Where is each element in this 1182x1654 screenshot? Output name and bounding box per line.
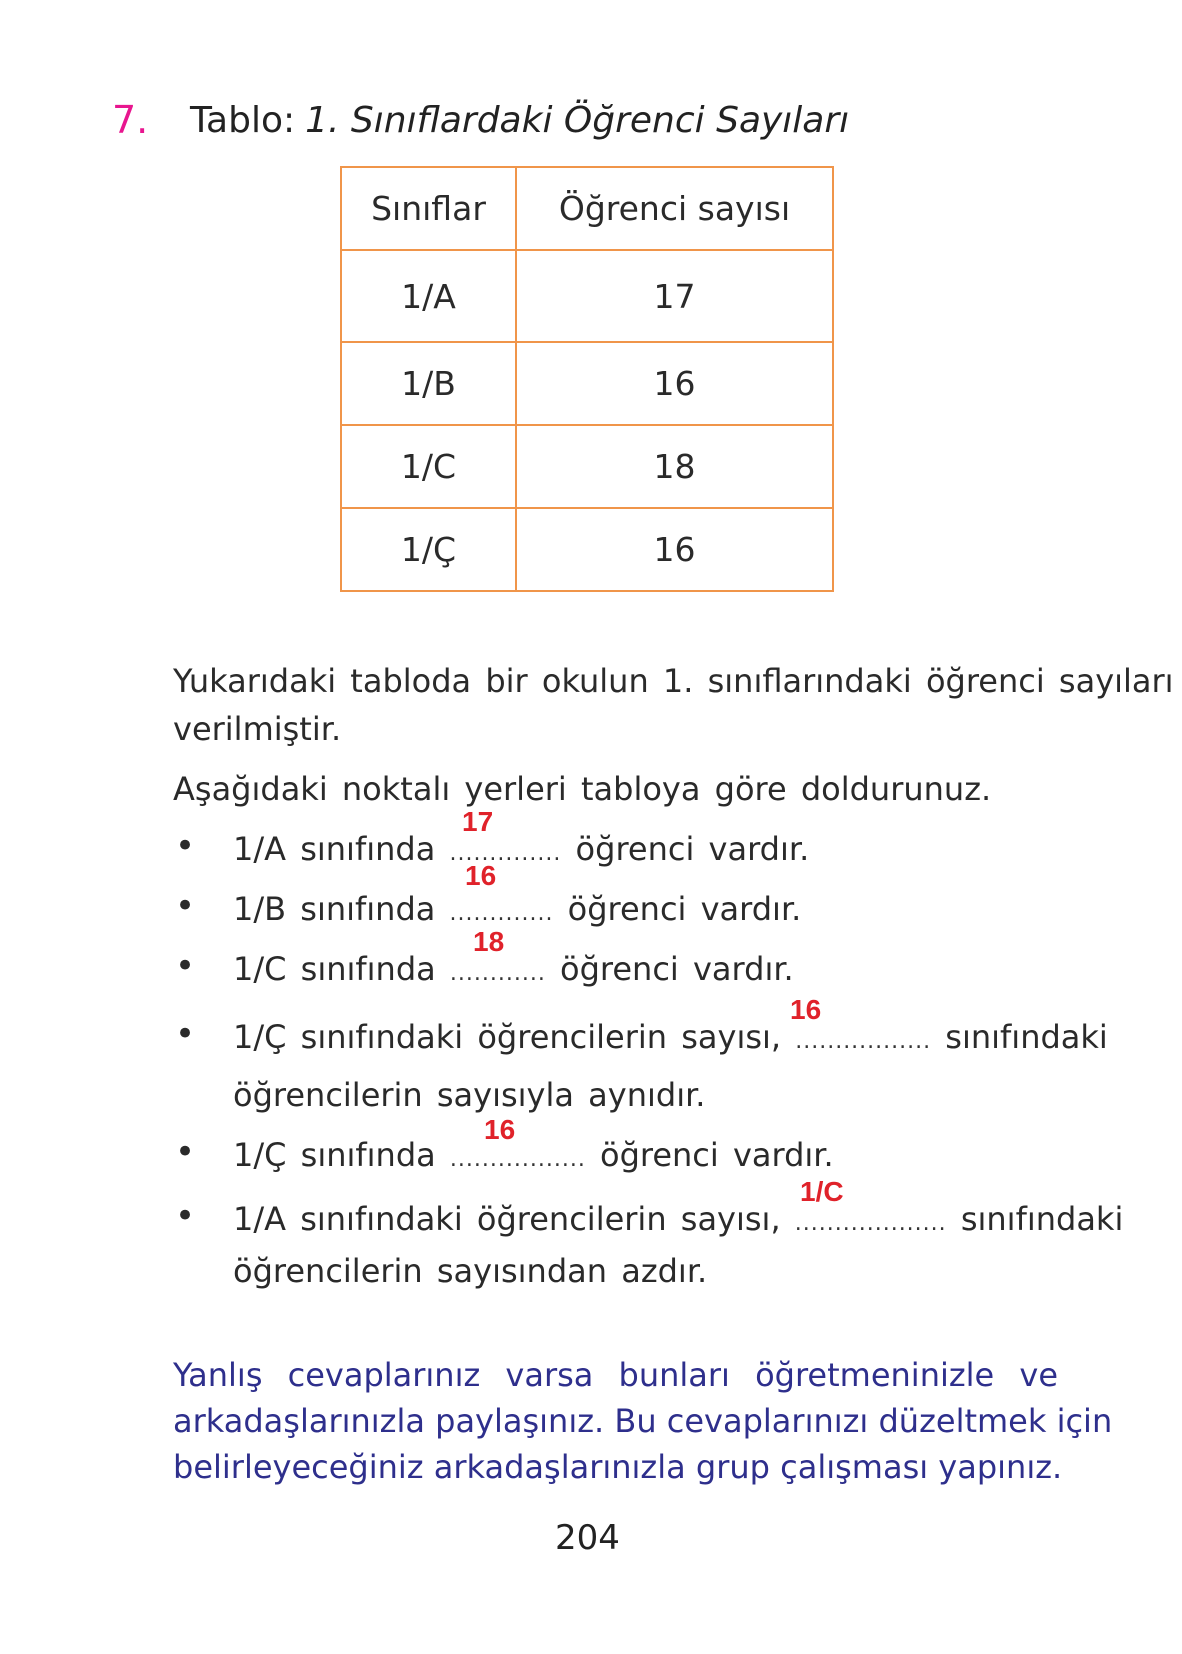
fill-item-text: 1/Ç sınıfındaki öğrencilerin sayısı,	[233, 1018, 782, 1056]
bullet-icon: •	[175, 886, 196, 926]
fill-item-text: sınıfındaki	[945, 1018, 1108, 1056]
table-row	[341, 250, 833, 342]
fill-item-5	[233, 1136, 834, 1174]
table-cell-class: 1/B	[341, 342, 516, 425]
fill-item-2	[233, 890, 801, 928]
fill-item-3	[233, 950, 794, 988]
handwritten-answer: 1/C	[800, 1176, 844, 1207]
fill-item-text: öğrenci vardır.	[575, 830, 810, 868]
fill-blank: .............	[449, 901, 554, 926]
table-header-row	[341, 167, 833, 250]
fill-blank: .................	[795, 1029, 932, 1054]
bullet-icon: •	[175, 826, 196, 866]
table-cell-class: 1/Ç	[341, 508, 516, 591]
fill-item-text: 1/A sınıfındaki öğrencilerin sayısı,	[233, 1200, 781, 1238]
header-student-count: Öğrenci sayısı	[516, 167, 833, 250]
fill-item-text: 1/Ç sınıfında	[233, 1136, 436, 1174]
table-cell-count: 17	[516, 250, 833, 342]
intro-line-1: Yukarıdaki tabloda bir okulun 1. sınıflarındaki öğrenci sayıları	[173, 662, 1174, 700]
fill-item-1	[233, 830, 809, 868]
question-number: 7.	[112, 98, 149, 142]
table-cell-count: 16	[516, 508, 833, 591]
table-row	[341, 342, 833, 425]
table-cell-count: 18	[516, 425, 833, 508]
fill-item-text: 1/A sınıfında	[233, 830, 436, 868]
fill-item-text: 1/C sınıfında	[233, 950, 436, 988]
fill-blank: .................	[449, 1147, 586, 1172]
header-classes: Sınıflar	[341, 167, 516, 250]
handwritten-answer: 16	[484, 1114, 516, 1145]
note-line-2: arkadaşlarınızla paylaşınız. Bu cevaplarınızı düzeltmek için	[173, 1402, 1113, 1440]
bullet-icon: •	[175, 1196, 196, 1236]
table-row	[341, 425, 833, 508]
table-cell-count: 16	[516, 342, 833, 425]
handwritten-answer: 17	[462, 806, 494, 837]
fill-blank: ............	[449, 961, 546, 986]
table-title	[190, 100, 849, 141]
handwritten-answer: 16	[790, 994, 822, 1025]
table-title-label: Tablo:	[190, 100, 296, 141]
fill-item-text: sınıfındaki	[960, 1200, 1124, 1238]
student-count-table	[340, 166, 834, 592]
fill-item-text: öğrenci vardır.	[567, 890, 802, 928]
fill-item-text: öğrenci vardır.	[599, 1136, 834, 1174]
fill-item-4-continuation: öğrencilerin sayısıyla aynıdır.	[233, 1076, 706, 1114]
handwritten-answer: 16	[465, 860, 497, 891]
table-row	[341, 508, 833, 591]
handwritten-answer: 18	[473, 926, 505, 957]
intro-line-2: verilmiştir.	[173, 710, 342, 748]
bullet-icon: •	[175, 1014, 196, 1054]
fill-item-6-continuation: öğrencilerin sayısından azdır.	[233, 1252, 708, 1290]
table-title-caption: 1. Sınıflardaki Öğrenci Sayıları	[305, 100, 850, 141]
fill-item-6	[233, 1200, 1124, 1238]
bullet-icon: •	[175, 946, 196, 986]
table-cell-class: 1/C	[341, 425, 516, 508]
fill-item-text: öğrenci vardır.	[560, 950, 794, 988]
fill-item-4	[233, 1018, 1108, 1056]
note-line-1: Yanlış cevaplarınız varsa bunları öğretmeninizle ve	[173, 1356, 1058, 1394]
instruction: Aşağıdaki noktalı yerleri tabloya göre doldurunuz.	[173, 770, 992, 808]
table-cell-class: 1/A	[341, 250, 516, 342]
fill-blank: ..............	[449, 841, 562, 866]
fill-blank: ...................	[794, 1211, 947, 1236]
note-line-3: belirleyeceğiniz arkadaşlarınızla grup çalışması yapınız.	[173, 1448, 1063, 1486]
page-number: 204	[555, 1518, 620, 1558]
fill-item-text: 1/B sınıfında	[233, 890, 436, 928]
bullet-icon: •	[175, 1132, 196, 1172]
